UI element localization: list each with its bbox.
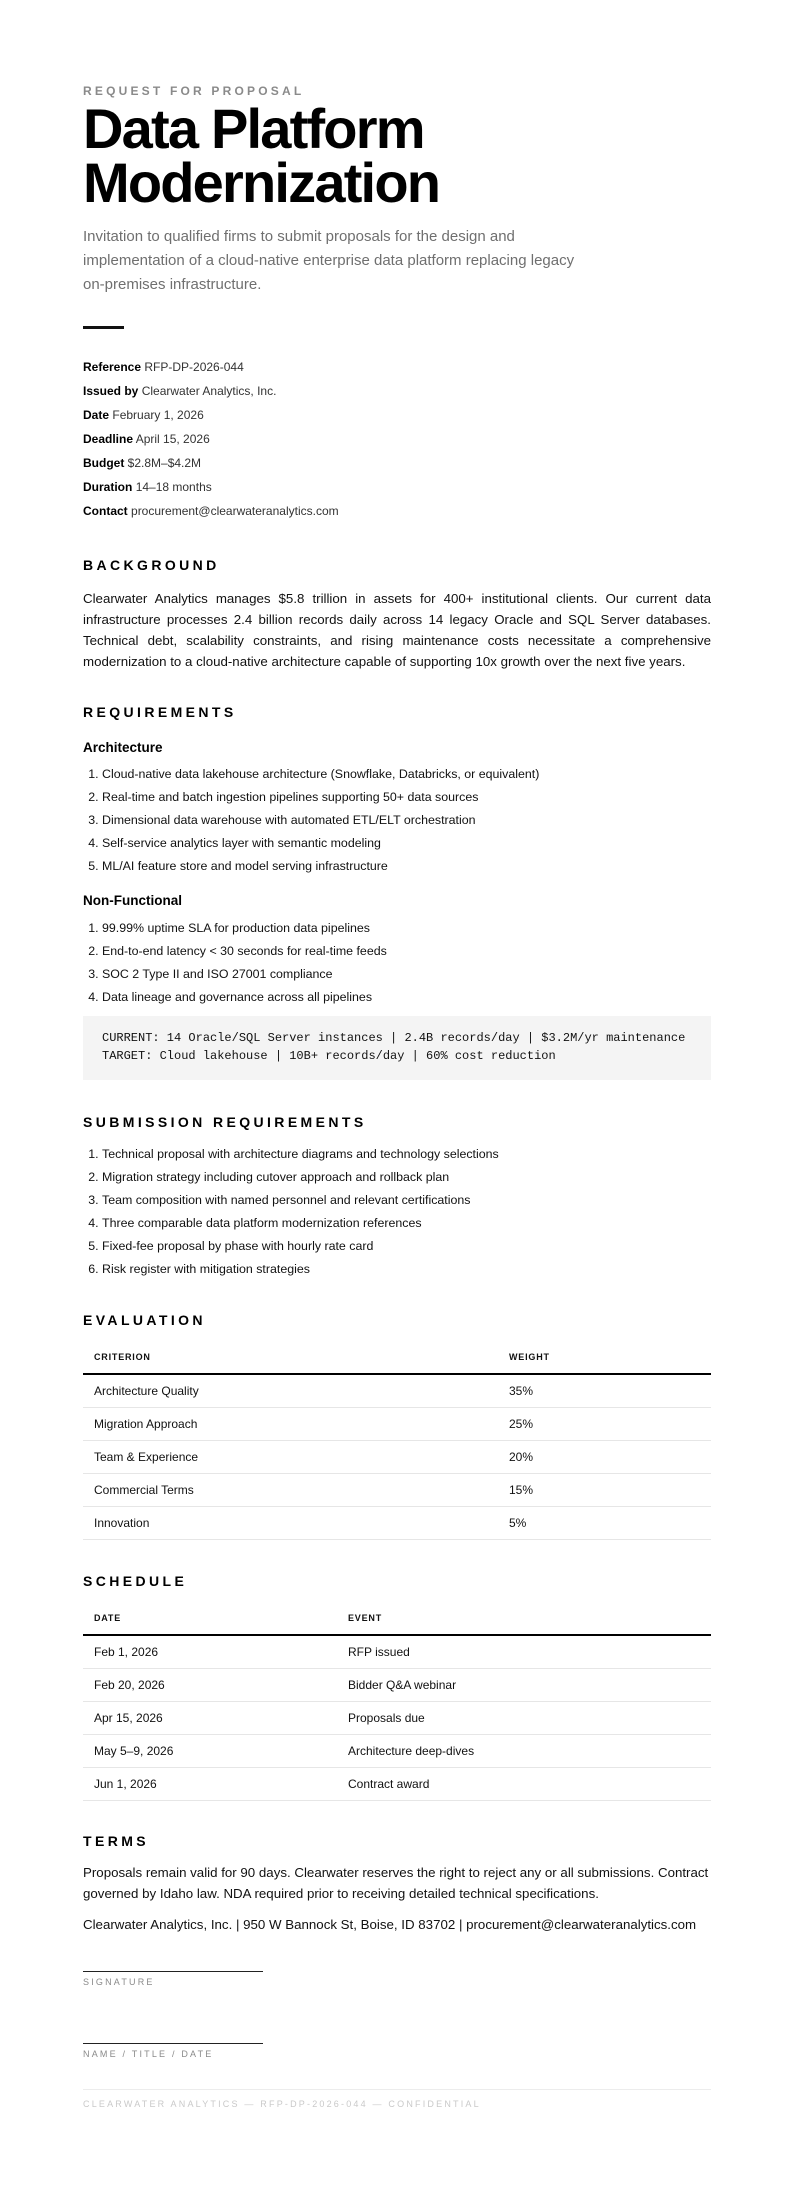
meta-label: Date <box>83 408 110 422</box>
list-item: 2. Real-time and batch ingestion pipelines supporting 50+ data sources <box>102 788 702 811</box>
meta-label: Reference <box>83 360 142 374</box>
event-cell: RFP issued <box>337 1635 711 1669</box>
meta-label: Budget <box>83 456 125 470</box>
signature-label: SIGNATURE <box>83 1977 155 1987</box>
list-item: 3. Dimensional data warehouse with automated ETL/ELT orchestration <box>102 811 702 834</box>
list-item: 1. Cloud-native data lakehouse architecture (Snowflake, Databricks, or equivalent) <box>102 765 702 788</box>
document-type-label: REQUEST FOR PROPOSAL <box>83 84 305 98</box>
list-item: 6. Risk register with mitigation strategies <box>102 1260 702 1283</box>
non-functional-list <box>83 919 702 1011</box>
company-contact-line: Clearwater Analytics, Inc. | 950 W Bannock St, Boise, ID 83702 | procurement@clearwateranalytics.com <box>83 1917 697 1932</box>
table-row <box>83 1635 711 1669</box>
column-header-weight: WEIGHT <box>498 1340 711 1374</box>
meta-value: procurement@clearwateranalytics.com <box>131 504 339 518</box>
list-item: 4. Self-service analytics layer with semantic modeling <box>102 834 702 857</box>
list-item: 5. ML/AI feature store and model serving infrastructure <box>102 857 702 880</box>
meta-date <box>83 406 339 430</box>
background-heading: BACKGROUND <box>83 557 220 573</box>
list-item: 1. Technical proposal with architecture diagrams and technology selections <box>102 1145 702 1168</box>
criterion-cell: Migration Approach <box>83 1408 498 1441</box>
submission-heading: SUBMISSION REQUIREMENTS <box>83 1114 367 1130</box>
weight-cell: 5% <box>498 1507 711 1540</box>
column-header-date: DATE <box>83 1601 337 1635</box>
column-header-criterion: CRITERION <box>83 1340 498 1374</box>
schedule-table <box>83 1601 711 1801</box>
page-title-line-1: Data Platform <box>83 97 424 160</box>
code-current-line: CURRENT: 14 Oracle/SQL Server instances | 2.4B records/day | $3.2M/yr maintenance <box>102 1031 686 1045</box>
meta-value: April 15, 2026 <box>135 432 210 446</box>
list-item: 2. End-to-end latency < 30 seconds for real-time feeds <box>102 942 702 965</box>
footer-text: CLEARWATER ANALYTICS — RFP-DP-2026-044 — CONFIDENTIAL <box>83 2099 481 2109</box>
page-title <box>83 97 703 214</box>
event-cell: Bidder Q&A webinar <box>337 1669 711 1702</box>
submission-list <box>83 1145 702 1283</box>
meta-budget <box>83 454 339 478</box>
table-row <box>83 1702 711 1735</box>
list-item: 4. Three comparable data platform modernization references <box>102 1214 702 1237</box>
weight-cell: 15% <box>498 1474 711 1507</box>
criterion-cell: Team & Experience <box>83 1441 498 1474</box>
table-header-row <box>83 1340 711 1374</box>
footer-divider <box>83 2089 711 2090</box>
list-item: 3. SOC 2 Type II and ISO 27001 compliance <box>102 965 702 988</box>
meta-value: RFP-DP-2026-044 <box>144 360 244 374</box>
table-row <box>83 1441 711 1474</box>
event-cell: Proposals due <box>337 1702 711 1735</box>
table-row <box>83 1374 711 1408</box>
background-text: Clearwater Analytics manages $5.8 trillion in assets for 400+ institutional clients. Our current data infrastructure processes 2.4 billion records daily across 14 legacy Oracle and SQL Server databases. Technical debt, scalability constraints, and rising maintenance costs necessitate a comprehensive modernization to a cloud-native architecture capable of supporting 10x growth over the next five years. <box>83 591 711 669</box>
list-item: 3. Team composition with named personnel and relevant certifications <box>102 1191 702 1214</box>
meta-label: Deadline <box>83 432 134 446</box>
meta-contact <box>83 502 339 526</box>
terms-heading: TERMS <box>83 1833 149 1849</box>
meta-value: 14–18 months <box>135 480 212 494</box>
evaluation-heading: EVALUATION <box>83 1312 206 1328</box>
date-cell: May 5–9, 2026 <box>83 1735 337 1768</box>
criterion-cell: Architecture Quality <box>83 1374 498 1408</box>
table-header-row <box>83 1601 711 1635</box>
architecture-subheading: Architecture <box>83 740 163 755</box>
code-target-line: TARGET: Cloud lakehouse | 10B+ records/day | 60% cost reduction <box>102 1049 556 1063</box>
weight-cell: 25% <box>498 1408 711 1441</box>
meta-label: Issued by <box>83 384 139 398</box>
criterion-cell: Commercial Terms <box>83 1474 498 1507</box>
signature-line <box>83 1971 263 1972</box>
meta-duration <box>83 478 339 502</box>
weight-cell: 35% <box>498 1374 711 1408</box>
date-cell: Feb 20, 2026 <box>83 1669 337 1702</box>
schedule-heading: SCHEDULE <box>83 1573 188 1589</box>
list-item: 5. Fixed-fee proposal by phase with hourly rate card <box>102 1237 702 1260</box>
list-item: 4. Data lineage and governance across all pipelines <box>102 988 702 1011</box>
evaluation-table <box>83 1340 711 1540</box>
weight-cell: 20% <box>498 1441 711 1474</box>
architecture-list <box>83 765 702 880</box>
event-cell: Contract award <box>337 1768 711 1801</box>
meta-value: February 1, 2026 <box>112 408 204 422</box>
title-divider <box>83 326 124 329</box>
table-row <box>83 1669 711 1702</box>
page-title-line-2: Modernization <box>83 151 440 214</box>
metadata-list <box>83 358 339 526</box>
requirements-heading: REQUIREMENTS <box>83 704 237 720</box>
current-target-code-block <box>83 1016 711 1080</box>
table-row <box>83 1507 711 1540</box>
meta-label: Contact <box>83 504 128 518</box>
criterion-cell: Innovation <box>83 1507 498 1540</box>
date-cell: Apr 15, 2026 <box>83 1702 337 1735</box>
name-title-date-line <box>83 2043 263 2044</box>
table-row <box>83 1474 711 1507</box>
meta-label: Duration <box>83 480 133 494</box>
date-cell: Feb 1, 2026 <box>83 1635 337 1669</box>
list-item: 1. 99.99% uptime SLA for production data pipelines <box>102 919 702 942</box>
column-header-event: EVENT <box>337 1601 711 1635</box>
table-row <box>83 1768 711 1801</box>
meta-reference <box>83 358 339 382</box>
table-row <box>83 1735 711 1768</box>
page-subtitle: Invitation to qualified firms to submit proposals for the design and implementation of a cloud-native enterprise data platform replacing legacy on-premises infrastructure. <box>83 228 575 293</box>
name-title-date-label: NAME / TITLE / DATE <box>83 2049 214 2059</box>
event-cell: Architecture deep-dives <box>337 1735 711 1768</box>
non-functional-subheading: Non-Functional <box>83 893 182 908</box>
date-cell: Jun 1, 2026 <box>83 1768 337 1801</box>
meta-deadline <box>83 430 339 454</box>
meta-value: $2.8M–$4.2M <box>127 456 202 470</box>
list-item: 2. Migration strategy including cutover approach and rollback plan <box>102 1168 702 1191</box>
meta-value: Clearwater Analytics, Inc. <box>141 384 277 398</box>
meta-issued-by <box>83 382 339 406</box>
table-row <box>83 1408 711 1441</box>
terms-text: Proposals remain valid for 90 days. Clearwater reserves the right to reject any or all submissions. Contract governed by Idaho law. NDA required prior to receiving detailed technical specifications. <box>83 1865 709 1901</box>
